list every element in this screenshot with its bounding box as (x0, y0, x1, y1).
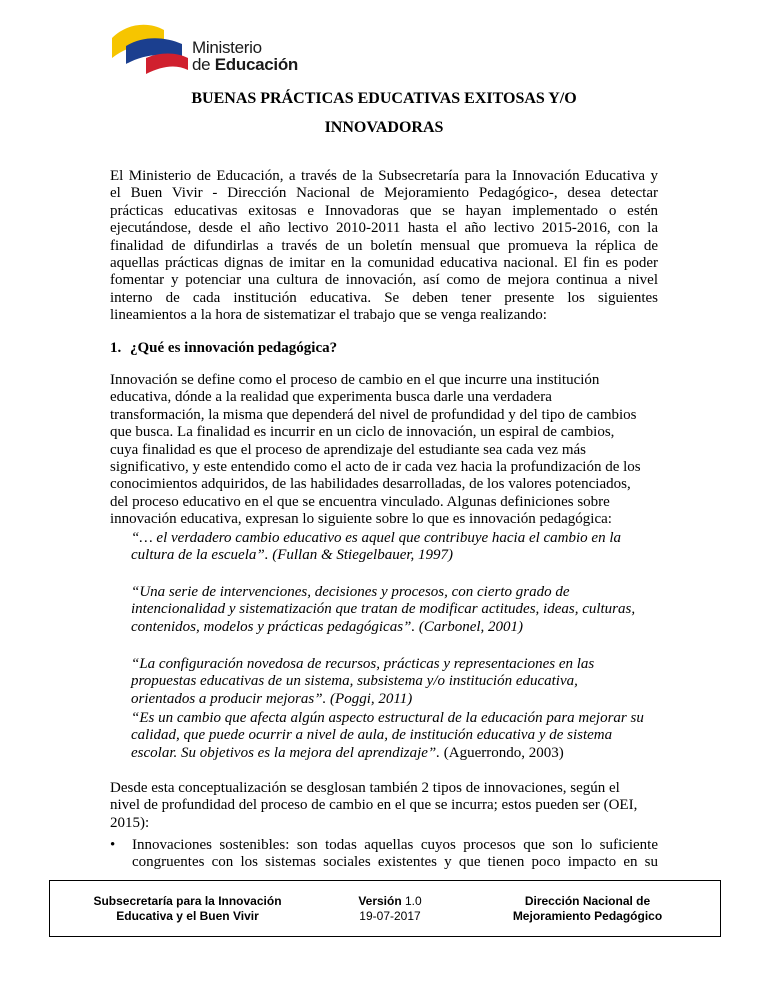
quote-line: “… el verdadero cambio educativo es aquel que contribuye hacia el cambio en la (131, 530, 622, 546)
text-line: 2015): (110, 814, 150, 831)
quote-line: calidad, que puede ocurrir a nivel de aula, de institución educativa y de sistema (131, 727, 613, 744)
text-line: el Buen Vivir - Dirección Nacional de Mejoramiento Pedagógico-, desea detectar (110, 185, 658, 202)
text-line: finalidad de difundirlas a través de un boletín mensual que promueva la réplica de (110, 237, 658, 254)
quote-line: escolar. Su objetivos es la mejora del aprendizaje”. (Aguerrondo, 2003) (131, 744, 564, 761)
text-line: Innovaciones sostenibles: son todas aquellas cuyos procesos que son lo suficiente (132, 837, 658, 853)
footer-text: Subsecretaría para la Innovación (93, 893, 282, 908)
footer-date: 19-07-2017 (359, 908, 421, 923)
definition-paragraph (110, 372, 658, 529)
intro-paragraph (110, 168, 658, 325)
document-title-line-1: BUENAS PRÁCTICAS EDUCATIVAS EXITOSAS Y/O (191, 90, 577, 107)
text-line: Desde esta conceptualización se desglosan también 2 tipos de innovaciones, según el (110, 780, 620, 796)
quote-line: propuestas educativas de un sistema, subsistema y/o institución educativa, (131, 673, 578, 690)
text-line: fomentar y potenciar una cultura de innovación, así como de mejora continua a nivel (110, 272, 658, 289)
text-line: conocimientos adquiridos, de las habilidades desarrolladas, de los valores potenciados, (110, 476, 631, 493)
footer-text: Dirección Nacional de (524, 893, 651, 908)
quote-poggi (131, 656, 661, 708)
quote-line: “Una serie de intervenciones, decisiones y procesos, con cierto grado de (131, 584, 570, 600)
footer-direccion (455, 881, 720, 936)
quote-line: “La configuración novedosa de recursos, prácticas y representaciones en las (131, 656, 595, 672)
ministerio-logo (108, 20, 298, 76)
text-line: transformación, la misma que dependerá del nivel de profundidad y del tipo de cambios (110, 406, 637, 423)
footer-version (325, 881, 455, 936)
quote-line: contenidos, modelos y prácticas pedagógicas”. (Carbonel, 2001) (131, 618, 524, 635)
logo-line-educacion: de Educación (192, 55, 298, 74)
quote-fullan (131, 530, 661, 565)
section-number: 1. (110, 340, 122, 356)
quote-line: intencionalidad y sistematización que tratan de modificar actitudes, ideas, culturas, (131, 601, 636, 618)
quote-line: orientados a producir mejoras”. (Poggi, 2011) (131, 690, 413, 707)
conclusion-paragraph (110, 780, 658, 832)
quote-aguerrondo (131, 710, 661, 762)
page-footer (49, 880, 721, 937)
quote-citation: (Aguerrondo, 2003) (440, 744, 564, 761)
text-line: que busca. La finalidad es incurrir en un ciclo de innovación, un espiral de cambios, (110, 424, 615, 441)
footer-subsecretaria (50, 881, 325, 936)
section-heading (110, 340, 337, 357)
text-line: lineamientos a la hora de sistematizar el trabajo que se venga realizando: (110, 307, 547, 324)
text-line: ejecutándose, desde el año lectivo 2010-2011 hasta el año lectivo 2015-2016, con la (110, 220, 658, 237)
text-line: El Ministerio de Educación, a través de la Subsecretaría para la Innovación Educativa y (110, 168, 658, 184)
footer-version-line: Versión 1.0 (358, 893, 422, 908)
bullet-icon: • (110, 837, 116, 853)
footer-text: Educativa y el Buen Vivir (116, 908, 259, 923)
logo-line-ministerio: Ministerio (192, 38, 262, 57)
text-line: prácticas educativas exitosas e Innovadoras que se hayan implementado o estén (110, 202, 658, 219)
text-line: aquellas prácticas dignas de imitar en la comunidad educativa nacional. El fin es poder (110, 255, 658, 272)
ecuador-flag-icon (108, 20, 192, 76)
text-line: educativa, dónde a la realidad que experimenta busca darle una verdadera (110, 389, 552, 406)
text-line: innovación educativa, expresan lo siguiente sobre lo que es innovación pedagógica: (110, 511, 612, 528)
quote-line: cultura de la escuela”. (Fullan & Stiegelbauer, 1997) (131, 547, 454, 564)
text-line: nivel de profundidad del proceso de cambio en el que se incurra; estos pueden ser (OEI, (110, 797, 638, 814)
text-line: del proceso educativo en el que se encuentra vinculado. Algunas definiciones sobre (110, 493, 610, 510)
quote-line: “Es un cambio que afecta algún aspecto estructural de la educación para mejorar su (131, 710, 644, 726)
section-heading-text: ¿Qué es innovación pedagógica? (130, 340, 338, 356)
quote-carbonel (131, 584, 661, 636)
footer-text: Mejoramiento Pedagógico (512, 908, 663, 923)
text-line: Innovación se define como el proceso de cambio en el que incurre una institución (110, 372, 600, 388)
bullet-text (132, 837, 658, 872)
text-line: significativo, y este entendido como el acto de ir cada vez hacia la profundización de los (110, 459, 641, 476)
document-title-line-2: INNOVADORAS (324, 119, 444, 136)
logo-wordmark (192, 39, 298, 73)
text-line: cuya finalidad es que el proceso de aprendizaje del estudiante sea cada vez más (110, 441, 587, 458)
text-line: congruentes con los sistemas sociales existentes y que tienen poco impacto en su (132, 854, 658, 871)
text-line: interno de cada institución educativa. Se deben tener presente los siguientes (110, 289, 658, 306)
